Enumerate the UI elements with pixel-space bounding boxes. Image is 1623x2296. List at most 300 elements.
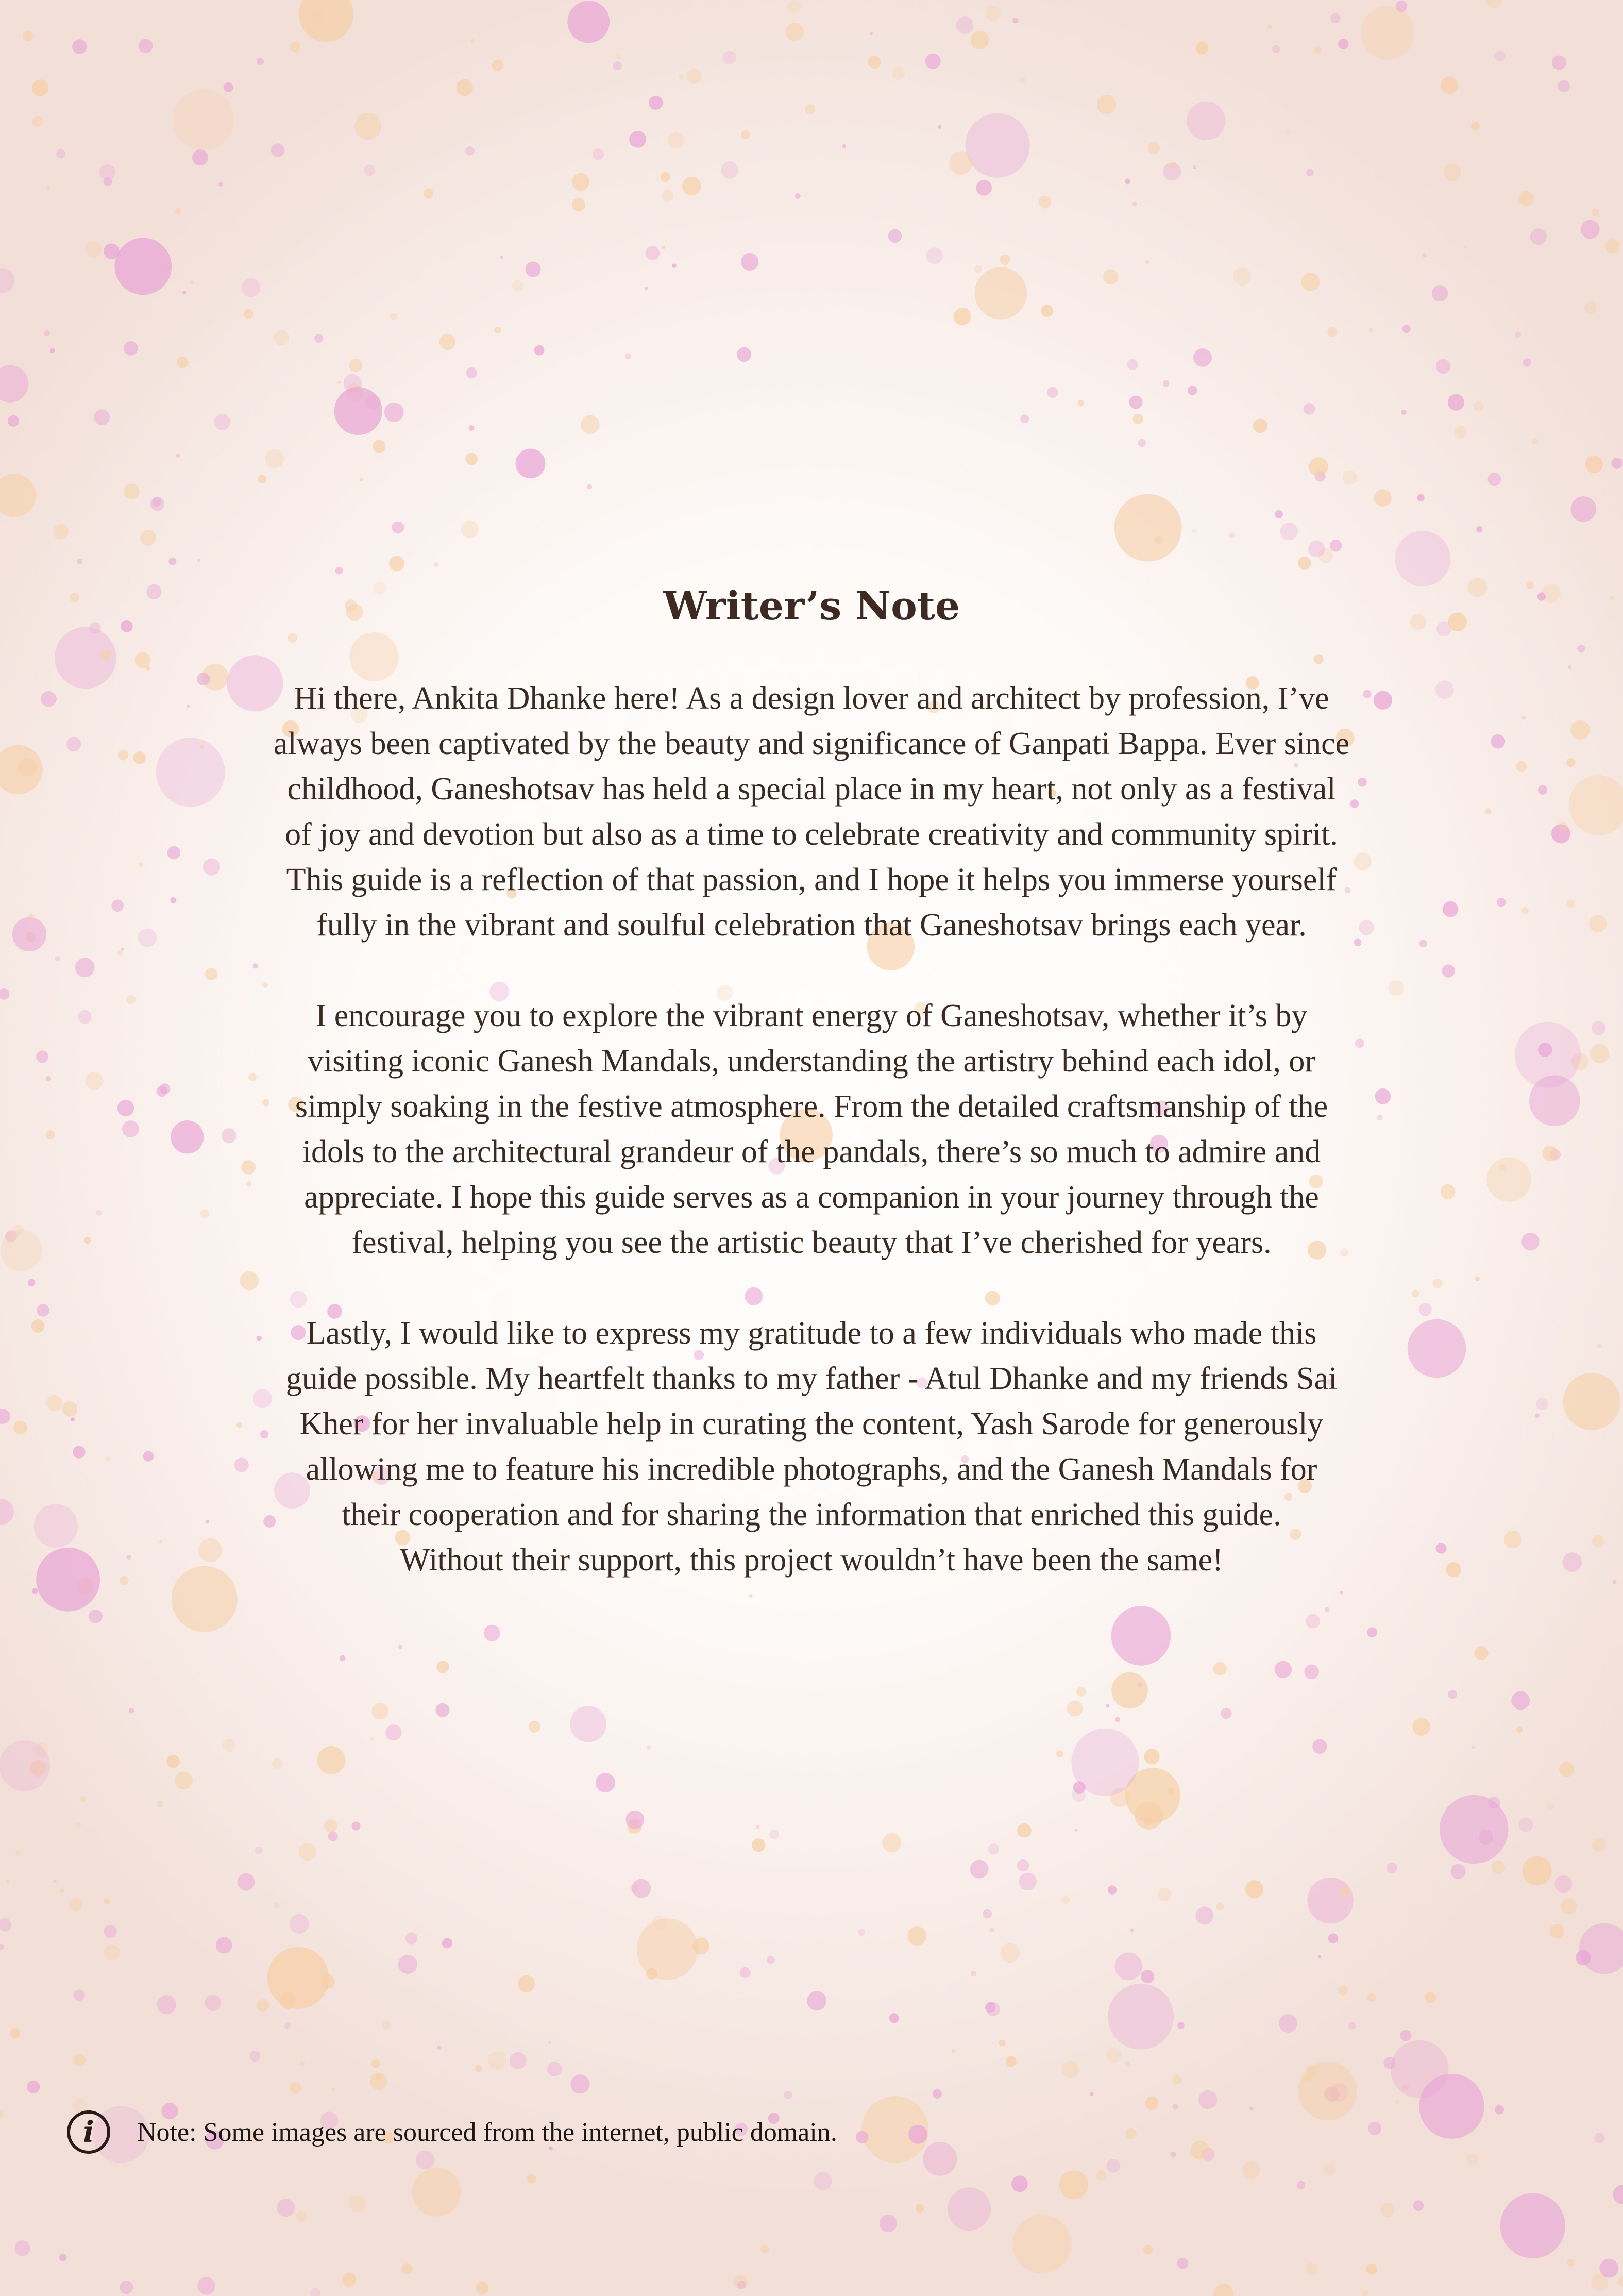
- spatter-dot: [645, 287, 649, 291]
- paragraph-intro: Hi there, Ankita Dhanke here! As a design lover and architect by profession, I’ve always been captivated by the beauty and significance of Ganpati Bappa. Ever since childhood, Ganeshotsav has held a special place in my heart, not only as a festival of joy and devotion but also as a time to celebrate creativity and community spirit. This guide is a reflection of that passion, and I hope it helps you immerse yourself fully in the vibrant and soulful celebration that Ganeshotsav brings each year.: [273, 681, 1350, 943]
- spatter-dot: [120, 2281, 133, 2294]
- spatter-dot: [173, 89, 234, 150]
- spatter-dot: [59, 2254, 67, 2261]
- spatter-dot: [1144, 1749, 1159, 1764]
- spatter-dot: [436, 1661, 449, 1673]
- spatter-dot: [465, 453, 478, 465]
- spatter-dot: [1488, 1797, 1500, 1809]
- spatter-dot: [135, 652, 151, 668]
- spatter-dot: [572, 173, 589, 191]
- spatter-dot: [756, 1825, 759, 1829]
- spatter-dot: [999, 2040, 1005, 2046]
- spatter-dot: [332, 2088, 335, 2091]
- spatter-dot: [1214, 2284, 1233, 2296]
- spatter-dot: [1061, 1896, 1070, 1904]
- spatter-dot: [500, 256, 503, 259]
- spatter-dot: [1097, 95, 1116, 114]
- spatter-dot: [0, 474, 36, 517]
- spatter-dot: [74, 1990, 85, 2001]
- spatter-dot: [1476, 526, 1482, 532]
- spatter-dot: [1221, 1708, 1232, 1719]
- spatter-dot: [384, 403, 404, 422]
- spatter-dot: [18, 758, 37, 777]
- spatter-dot: [1, 1230, 42, 1271]
- spatter-dot: [1143, 1816, 1153, 1825]
- spatter-dot: [267, 1947, 329, 2009]
- spatter-dot: [784, 2091, 792, 2099]
- spatter-dot: [0, 1944, 4, 1950]
- spatter-dot: [974, 265, 982, 273]
- spatter-dot: [66, 737, 81, 751]
- spatter-dot: [1441, 76, 1458, 94]
- spatter-dot: [737, 2281, 746, 2289]
- spatter-dot: [1343, 471, 1357, 485]
- spatter-dot: [299, 0, 353, 42]
- spatter-dot: [157, 1995, 176, 2014]
- spatter-dot: [56, 149, 65, 159]
- spatter-dot: [548, 2041, 551, 2044]
- spatter-dot: [1448, 1690, 1457, 1699]
- spatter-dot: [118, 750, 129, 761]
- spatter-dot: [1558, 80, 1570, 92]
- spatter-dot: [37, 1304, 49, 1317]
- spatter-dot: [805, 104, 815, 114]
- spatter-dot: [661, 189, 673, 202]
- spatter-dot: [1019, 1873, 1037, 1890]
- spatter-dot: [1436, 359, 1450, 374]
- spatter-dot: [290, 1914, 309, 1934]
- spatter-dot: [970, 1860, 989, 1879]
- spatter-dot: [492, 59, 503, 71]
- spatter-dot: [1272, 45, 1280, 53]
- spatter-dot: [1563, 1552, 1582, 1572]
- spatter-dot: [613, 61, 622, 70]
- spatter-dot: [1570, 720, 1590, 740]
- spatter-dot: [465, 146, 475, 156]
- spatter-dot: [956, 16, 973, 34]
- spatter-dot: [1141, 1970, 1154, 1983]
- spatter-dot: [1537, 592, 1546, 600]
- spatter-dot: [1471, 122, 1480, 130]
- spatter-dot: [637, 1918, 698, 1980]
- spatter-dot: [1594, 2133, 1604, 2143]
- writers-note: [185, 582, 1438, 1628]
- spatter-dot: [1530, 228, 1547, 245]
- spatter-dot: [84, 1237, 91, 1244]
- spatter-dot: [923, 2142, 957, 2176]
- spatter-dot: [1011, 2175, 1028, 2192]
- spatter-dot: [290, 2082, 301, 2093]
- spatter-dot: [1613, 2185, 1623, 2204]
- spatter-dot: [1592, 1838, 1606, 1852]
- spatter-dot: [1012, 18, 1018, 23]
- spatter-dot: [1133, 414, 1143, 424]
- spatter-dot: [649, 96, 663, 110]
- spatter-dot: [1108, 1984, 1174, 2050]
- spatter-dot: [1391, 2040, 1448, 2098]
- spatter-dot: [1017, 1859, 1029, 1872]
- spatter-dot: [192, 149, 208, 165]
- spatter-dot: [120, 1576, 129, 1585]
- spatter-dot: [46, 1076, 52, 1082]
- spatter-dot: [916, 2204, 924, 2213]
- spatter-dot: [1306, 2065, 1316, 2075]
- spatter-dot: [1584, 301, 1596, 313]
- spatter-dot: [1610, 596, 1615, 600]
- spatter-dot: [94, 409, 110, 425]
- spatter-dot: [71, 1417, 75, 1421]
- spatter-dot: [466, 367, 477, 378]
- spatter-dot: [596, 1773, 615, 1792]
- spatter-dot: [138, 929, 157, 947]
- spatter-dot: [272, 1758, 282, 1769]
- spatter-dot: [392, 522, 404, 534]
- spatter-dot: [1328, 1934, 1338, 1943]
- spatter-dot: [1188, 386, 1197, 395]
- spatter-dot: [352, 1822, 361, 1831]
- spatter-dot: [842, 144, 846, 148]
- spatter-dot: [344, 374, 362, 393]
- spatter-dot: [470, 39, 475, 43]
- spatter-dot: [494, 327, 501, 333]
- spatter-dot: [45, 1130, 55, 1139]
- spatter-dot: [85, 1072, 103, 1090]
- spatter-dot: [1455, 426, 1467, 438]
- paragraph-gratitude: Lastly, I would like to express my gratitude to a few individuals who made this guide possible. My heartfelt thanks to my father - Atul Dhanke and my friends Sai Kher for her invaluable help in curating the content, Yash Sarode for generously allowing me to feature his incredible photographs, and the Ganesh Mandals for their cooperation and for sharing the information that enriched this guide. Without their support, this project wouldn’t have been the same!: [285, 1316, 1338, 1578]
- spatter-dot: [1401, 410, 1407, 415]
- spatter-dot: [954, 308, 971, 325]
- spatter-dot: [1096, 2170, 1107, 2181]
- spatter-dot: [1330, 540, 1342, 551]
- spatter-dot: [1412, 1718, 1430, 1736]
- spatter-dot: [1569, 775, 1623, 835]
- spatter-dot: [1515, 331, 1521, 338]
- spatter-dot: [1387, 1863, 1397, 1873]
- spatter-dot: [117, 1100, 134, 1117]
- spatter-dot: [1559, 1762, 1574, 1777]
- spatter-dot: [1369, 328, 1374, 332]
- spatter-dot: [401, 2263, 412, 2274]
- spatter-dot: [41, 691, 57, 707]
- spatter-dot: [672, 264, 676, 268]
- spatter-dot: [223, 1739, 236, 1752]
- spatter-dot: [1305, 2263, 1318, 2275]
- spatter-dot: [1115, 1717, 1120, 1722]
- spatter-dot: [1448, 613, 1467, 632]
- spatter-dot: [572, 198, 585, 211]
- spatter-dot: [1473, 401, 1483, 411]
- spatter-dot: [646, 246, 660, 260]
- spatter-dot: [1253, 419, 1267, 433]
- spatter-dot: [159, 1540, 162, 1543]
- info-icon: i: [67, 2110, 110, 2154]
- spatter-dot: [534, 345, 545, 356]
- spatter-dot: [892, 66, 905, 80]
- spatter-dot: [8, 415, 19, 427]
- spatter-dot: [258, 475, 266, 484]
- spatter-dot: [126, 995, 136, 1005]
- spatter-dot: [349, 2195, 367, 2213]
- spatter-dot: [14, 2240, 30, 2256]
- spatter-dot: [34, 1504, 78, 1548]
- spatter-dot: [1532, 438, 1538, 444]
- spatter-dot: [435, 1703, 449, 1717]
- spatter-dot: [1155, 535, 1163, 544]
- spatter-dot: [1172, 2075, 1181, 2084]
- spatter-dot: [1535, 1413, 1540, 1418]
- spatter-dot: [0, 988, 9, 1000]
- spatter-dot: [1108, 1885, 1117, 1895]
- spatter-dot: [1138, 439, 1146, 447]
- spatter-dot: [1361, 6, 1415, 60]
- spatter-dot: [10, 2028, 20, 2038]
- spatter-dot: [1435, 680, 1454, 699]
- spatter-dot: [1485, 808, 1492, 814]
- spatter-dot: [926, 247, 943, 264]
- spatter-dot: [1362, 2290, 1369, 2296]
- spatter-dot: [1013, 2215, 1072, 2273]
- spatter-dot: [679, 74, 684, 80]
- spatter-dot: [340, 1655, 346, 1662]
- spatter-dot: [1312, 1739, 1327, 1754]
- spatter-dot: [146, 666, 150, 671]
- spatter-dot: [382, 2021, 391, 2030]
- spatter-dot: [971, 1971, 976, 1976]
- spatter-dot: [1041, 305, 1054, 317]
- spatter-dot: [1233, 267, 1251, 286]
- spatter-dot: [1568, 665, 1571, 669]
- spatter-dot: [908, 1926, 927, 1946]
- spatter-dot: [1067, 1701, 1083, 1717]
- spatter-dot: [122, 1120, 139, 1137]
- spatter-dot: [1171, 2152, 1176, 2157]
- spatter-dot: [938, 125, 941, 129]
- spatter-dot: [1076, 1687, 1086, 1697]
- spatter-dot: [111, 899, 124, 912]
- spatter-dot: [1245, 1880, 1263, 1898]
- spatter-dot: [1475, 1646, 1489, 1660]
- spatter-dot: [1500, 2193, 1565, 2258]
- spatter-dot: [242, 278, 261, 297]
- spatter-dot: [1125, 178, 1130, 184]
- spatter-dot: [106, 1456, 111, 1461]
- spatter-dot: [629, 131, 646, 148]
- spatter-dot: [986, 2002, 1000, 2016]
- spatter-dot: [104, 1899, 110, 1904]
- spatter-dot: [1366, 2264, 1378, 2275]
- spatter-dot: [36, 1050, 48, 1063]
- spatter-dot: [279, 1992, 297, 2009]
- spatter-dot: [1107, 2159, 1121, 2173]
- spatter-dot: [1213, 1662, 1227, 1675]
- spatter-dot: [69, 1898, 82, 1912]
- spatter-dot: [1047, 387, 1058, 398]
- spatter-dot: [1001, 1943, 1020, 1963]
- spatter-dot: [1516, 761, 1527, 772]
- spatter-dot: [0, 2111, 4, 2118]
- spatter-dot: [73, 2054, 86, 2066]
- spatter-dot: [328, 1831, 338, 1841]
- spatter-dot: [1177, 2258, 1188, 2269]
- spatter-dot: [271, 143, 285, 157]
- spatter-dot: [354, 113, 381, 140]
- spatter-dot: [1567, 2259, 1575, 2267]
- spatter-dot: [1172, 2104, 1178, 2110]
- spatter-dot: [360, 478, 364, 482]
- spatter-dot: [1542, 1146, 1558, 1161]
- spatter-dot: [1127, 359, 1138, 370]
- spatter-dot: [53, 1880, 56, 1883]
- spatter-dot: [787, 0, 801, 13]
- spatter-dot: [880, 2215, 897, 2232]
- spatter-dot: [168, 558, 176, 565]
- spatter-dot: [1592, 1021, 1605, 1035]
- spatter-dot: [908, 2125, 927, 2144]
- spatter-dot: [1554, 1875, 1572, 1893]
- spatter-dot: [150, 497, 164, 511]
- spatter-dot: [510, 2052, 527, 2069]
- spatter-dot: [888, 229, 902, 243]
- spatter-dot: [1198, 2090, 1217, 2109]
- spatter-dot: [1071, 1729, 1139, 1796]
- spatter-dot: [324, 1819, 337, 1833]
- spatter-dot: [1327, 327, 1337, 337]
- spatter-dot: [1275, 510, 1283, 518]
- spatter-dot: [983, 1909, 992, 1919]
- spatter-dot: [1443, 901, 1459, 917]
- spatter-dot: [1446, 1562, 1461, 1578]
- spatter-dot: [1279, 2014, 1297, 2033]
- spatter-dot: [1432, 285, 1448, 301]
- spatter-dot: [265, 449, 284, 468]
- spatter-dot: [249, 2051, 260, 2062]
- footer-text: Note: Some images are sourced from the internet, public domain.: [137, 2117, 837, 2147]
- spatter-dot: [625, 353, 631, 359]
- spatter-dot: [104, 1925, 116, 1938]
- spatter-dot: [170, 897, 176, 903]
- spatter-dot: [933, 2089, 942, 2099]
- spatter-dot: [124, 483, 140, 499]
- spatter-dot: [741, 253, 758, 271]
- spatter-dot: [104, 1945, 120, 1960]
- spatter-dot: [925, 54, 941, 69]
- spatter-dot: [139, 862, 143, 867]
- spatter-dot: [175, 1771, 193, 1789]
- spatter-dot: [32, 79, 48, 96]
- spatter-dot: [1516, 1726, 1523, 1733]
- spatter-dot: [146, 584, 161, 599]
- spatter-dot: [23, 30, 33, 41]
- spatter-dot: [786, 23, 804, 41]
- spatter-dot: [570, 1706, 606, 1742]
- spatter-dot: [117, 950, 123, 956]
- spatter-dot: [434, 562, 438, 566]
- spatter-dot: [310, 2288, 320, 2296]
- spatter-dot: [985, 6, 1001, 21]
- spatter-dot: [1597, 1343, 1602, 1348]
- spatter-dot: [398, 1955, 417, 1974]
- spatter-dot: [1193, 348, 1212, 367]
- spatter-dot: [1275, 1661, 1292, 1678]
- spatter-dot: [989, 1928, 994, 1933]
- spatter-dot: [1570, 496, 1596, 522]
- spatter-dot: [77, 559, 82, 564]
- spatter-dot: [1314, 47, 1321, 54]
- spatter-dot: [1425, 1992, 1436, 2003]
- spatter-dot: [1019, 77, 1026, 84]
- spatter-dot: [1125, 2128, 1137, 2139]
- spatter-dot: [75, 958, 95, 978]
- spatter-dot: [1187, 102, 1225, 140]
- spatter-dot: [255, 1847, 263, 1854]
- spatter-dot: [342, 2273, 356, 2287]
- spatter-dot: [1106, 1704, 1110, 1708]
- spatter-dot: [1395, 531, 1450, 586]
- spatter-dot: [46, 1395, 63, 1412]
- spatter-dot: [1103, 269, 1119, 284]
- spatter-dot: [760, 2245, 769, 2253]
- spatter-dot: [80, 1796, 86, 1802]
- spatter-dot: [686, 69, 702, 84]
- spatter-dot: [752, 1838, 765, 1852]
- spatter-dot: [1444, 164, 1461, 181]
- spatter-dot: [461, 521, 479, 538]
- spatter-dot: [437, 2046, 441, 2050]
- spatter-dot: [1592, 209, 1599, 216]
- spatter-dot: [1158, 1887, 1172, 1901]
- spatter-dot: [191, 281, 194, 285]
- spatter-dot: [741, 130, 750, 139]
- spatter-dot: [175, 208, 181, 214]
- spatter-dot: [398, 1645, 402, 1649]
- spatter-dot: [314, 334, 323, 343]
- spatter-dot: [1318, 1955, 1321, 1958]
- spatter-dot: [512, 280, 523, 292]
- spatter-dot: [1145, 260, 1150, 264]
- spatter-dot: [99, 164, 115, 180]
- spatter-dot: [73, 1446, 85, 1458]
- spatter-dot: [662, 246, 665, 249]
- spatter-dot: [1472, 1746, 1475, 1749]
- spatter-dot: [856, 2131, 869, 2143]
- spatter-dot: [412, 2168, 461, 2217]
- spatter-dot: [1267, 25, 1272, 29]
- spatter-dot: [807, 1991, 826, 2010]
- spatter-dot: [1526, 581, 1534, 589]
- spatter-dot: [78, 1010, 91, 1024]
- spatter-dot: [966, 113, 1030, 178]
- spatter-dot: [1402, 325, 1411, 333]
- spatter-dot: [988, 1843, 999, 1854]
- spatter-dot: [6, 1880, 9, 1883]
- spatter-dot: [1558, 822, 1567, 831]
- spatter-dot: [668, 132, 684, 149]
- spatter-dot: [1422, 253, 1426, 257]
- spatter-dot: [1078, 400, 1085, 407]
- spatter-dot: [1132, 202, 1137, 207]
- spatter-dot: [814, 2172, 832, 2190]
- spatter-dot: [615, 53, 621, 59]
- spatter-dot: [140, 530, 156, 546]
- spatter-dot: [1550, 1924, 1564, 1938]
- spatter-dot: [70, 593, 79, 602]
- spatter-dot: [1339, 1985, 1348, 1995]
- spatter-dot: [1280, 523, 1298, 540]
- spatter-dot: [1612, 1580, 1616, 1584]
- spatter-dot: [1130, 1929, 1134, 1932]
- spatter-dot: [1547, 1803, 1554, 1811]
- spatter-dot: [218, 182, 223, 187]
